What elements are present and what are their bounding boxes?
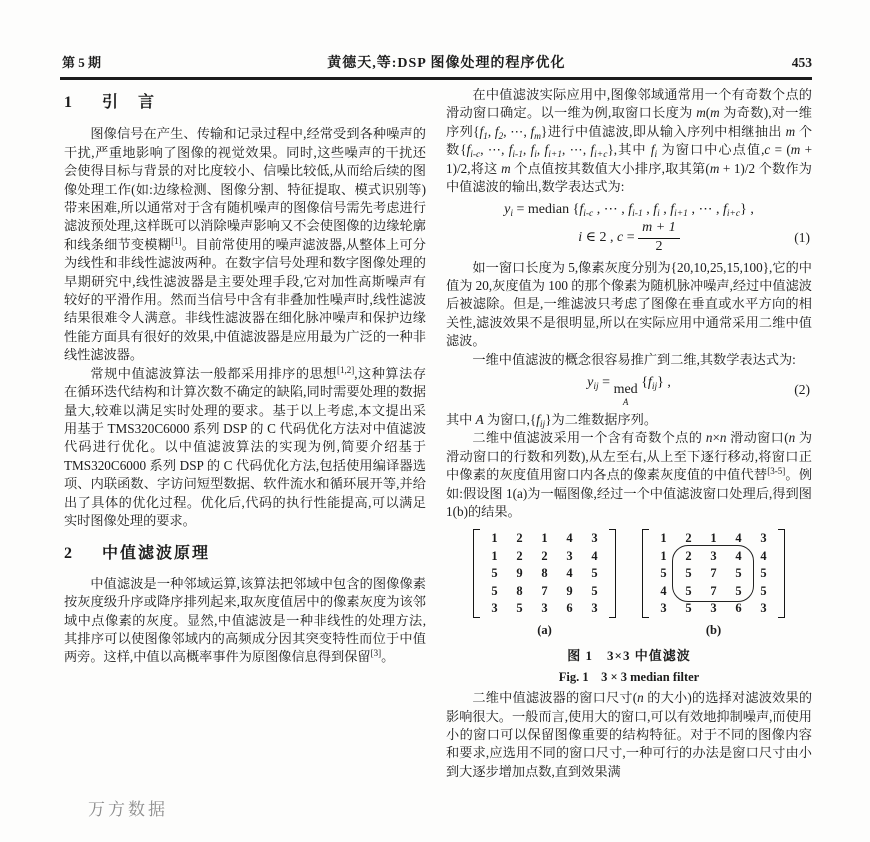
header-issue: 第 5 期 — [62, 55, 102, 70]
paragraph-window-size-choice: 二维中值滤波器的窗口尺寸(n 的大小)的选择对滤波效果的影响很大。一般而言,使用大的窗口,可以有效地抑制噪声,而使用小的窗口可以保留图像重要的结构特征。对于不同的图像内容和要求,应选用不同的窗口尺寸,一种可行的办法是窗口尺寸由小到大逐步增加点数,直到效果满 — [446, 690, 813, 779]
paragraph-intro-1: 图像信号在产生、传输和记录过程中,经常受到各种噪声的干扰,严重地影响了图像的视觉效果。同时,这些噪声的干扰还会使得目标与背景的对比度较小、信噪比较低,从而给后续的图像处理工作(如:边缘检测、图像分割、特征提取、模式识别等)带来困难,所以通常对于含有随机噪声的图像信号需先考虑进行滤波预处理,这样既可以消除噪声影响又不会使图像的边缘轮廓和线条细节变模糊[1]。目前常使用的噪声滤波器,从整体上可分为线性和非线性滤波两种。在数字信号处理和数字图像处理的早期研究中,线性滤波器是主要处理手段,它对加性高斯噪声有较好的平滑作用。然而当信号中含有非叠加性噪声时,线性滤波结果很难令人满意。非线性滤波器在细化脉冲噪声和保护边缘性能方面具有很好的效果,中值滤波器是应用最为广泛的一种非线性滤波器。 — [64, 126, 426, 363]
equation-2-number: (2) — [794, 382, 810, 398]
matrix-a-label: (a) — [537, 623, 552, 637]
section-1-title: 引 言 — [102, 94, 157, 111]
section-2-number: 2 — [64, 545, 72, 563]
paragraph-2d-window-description: 二维中值滤波采用一个含有奇数个点的 n×n 滑动窗口(n 为滑动窗口的行数和列数),从左至右,从上至下逐行移动,将窗口正中像素的灰度值用窗口内各点的像素灰度值的中值代替[3-5]。例如:假设图 1(a)为一幅图像,经过一个中值滤波窗口处理后,得到图 1(b)的结果。 — [446, 430, 813, 520]
paragraph-median-principle: 中值滤波是一种邻域运算,该算法把邻域中包含的图像像素按灰度级升序或降序排列起来,取灰度值居中的像素灰度为该邻域中点像素的灰度。显然,中值滤波是一种非线性的处理方法,其排序可以使图像邻域内的高频成分因其突变特性而位于中值两旁。这样,中值以高概率事件为原图像信息得到保留[3]。 — [64, 575, 426, 665]
paragraph-intro-2: 常规中值滤波算法一般都采用排序的思想[1,2],这种算法存在循环迭代结构和计算次数不确定的缺陷,同时需要处理的数据量大,较难以满足实时处理的要求。基于以上考虑,本文提出采用基于 TMS320C6000 系列 DSP 的 C 代码优化方法对中值滤波代码进行优化。以中值滤波算法的实现为例,简要介绍基于 TMS320C6000 系列 DSP 的 C 代码优化方法,包括使用编译器选项、内联函数、字访问短型数据、软件流水和循环展开等,并给出了具体的优化过程。优化后,代码的执行性能提高,可以满足实时图像处理的要求。 — [64, 364, 427, 528]
paragraph-window-definition: 在中值滤波实际应用中,图像邻域通常用一个有奇数个点的滑动窗口确定。以一维为例,取窗口长度为 m(m 为奇数),对一维序列{$f_1$, $f_2$, ⋯, $f_m$}进行中值滤波,即从输入序列中相继抽出 m 个数{$f_{i-c}$, ⋯, $f_{i-1}$, $f_i$, $f_{i+1}$, ⋯, $f_{i+c}$},其中 $f_i$ 为窗口中心点值,c = (m + 1)/2,将这 m 个点值按其数值大小排序,取其第(m + 1)/2 个数作为中值滤波的输出,数学表达式为: — [446, 87, 813, 195]
matrix-a — [473, 529, 616, 640]
equation-1-line-1: $y_i$ = median {$f_{i-c}$ , ⋯ , $f_{i-1}$ , $f_i$ , $f_{i+1}$ , ⋯ , $f_{i+c}$} , — [504, 202, 754, 220]
section-2-heading — [64, 545, 426, 563]
section-2-title: 中值滤波原理 — [102, 545, 211, 563]
paragraph-2d-extension: 一维中值滤波的概念很容易推广到二维,其数学表达式为: — [472, 351, 796, 367]
figure-1-caption-cn: 图 1 3×3 中值滤波 — [567, 648, 691, 664]
figure-1-caption-en: Fig. 1 3 × 3 median filter — [558, 669, 700, 684]
equation-2 — [446, 373, 812, 407]
left-column — [64, 92, 426, 667]
figure-1 — [446, 529, 812, 687]
equation-1-line-2 — [446, 220, 812, 254]
figure-1-matrices — [446, 529, 812, 640]
wanfang-watermark: 万方数据 — [88, 800, 168, 819]
equation-1-number: (1) — [794, 229, 810, 245]
matrix-b-right-bracket — [778, 529, 785, 619]
header-rule — [60, 77, 812, 80]
right-column — [446, 86, 812, 781]
equation-2-body: $y_{ij}$ = med A $\{f_{ij}\}$ , — [587, 375, 671, 408]
header-page-number: 453 — [791, 55, 812, 70]
section-1-heading — [64, 94, 426, 112]
matrix-a-right-bracket — [609, 529, 616, 619]
equation-1-condition: i ∈ 2 , c = $\frac{m + 1}{2}$ — [578, 230, 679, 245]
matrix-b-label: (b) — [705, 623, 722, 637]
matrix-b-left-bracket — [642, 529, 649, 619]
matrix-b-values: 1 2 1 4 3 1 2 3 4 4 5 5 7 5 5 4 5 7 5 5 3 5 3 6 3 — [660, 531, 767, 616]
matrix-a-values: 1 2 1 4 3 1 2 2 3 4 5 9 8 4 5 5 8 7 9 5 3 5 3 6 3 — [491, 531, 598, 616]
paragraph-equation-2-note: 其中 A 为窗口$,\{f_{ij}\}$为二维数据序列。 — [446, 412, 658, 431]
equation-1 — [446, 200, 812, 254]
header-running-title: 黄德天,等:DSP 图像处理的程序优化 — [327, 56, 566, 71]
section-1-number: 1 — [64, 94, 72, 111]
matrix-b — [642, 529, 785, 640]
paragraph-1d-example: 如一窗口长度为 5,像素灰度分别为{20,10,25,15,100},它的中值为 20,灰度值为 100 的那个像素为随机脉冲噪声,经过中值滤波后被滤除。但是,一维滤波只考虑了图像在垂直或水平方向的相关性,滤波效果不是很明显,所以在实际应用中通常采用二维中值滤波。 — [446, 259, 812, 349]
matrix-a-left-bracket — [473, 529, 480, 619]
journal-header — [62, 52, 812, 72]
